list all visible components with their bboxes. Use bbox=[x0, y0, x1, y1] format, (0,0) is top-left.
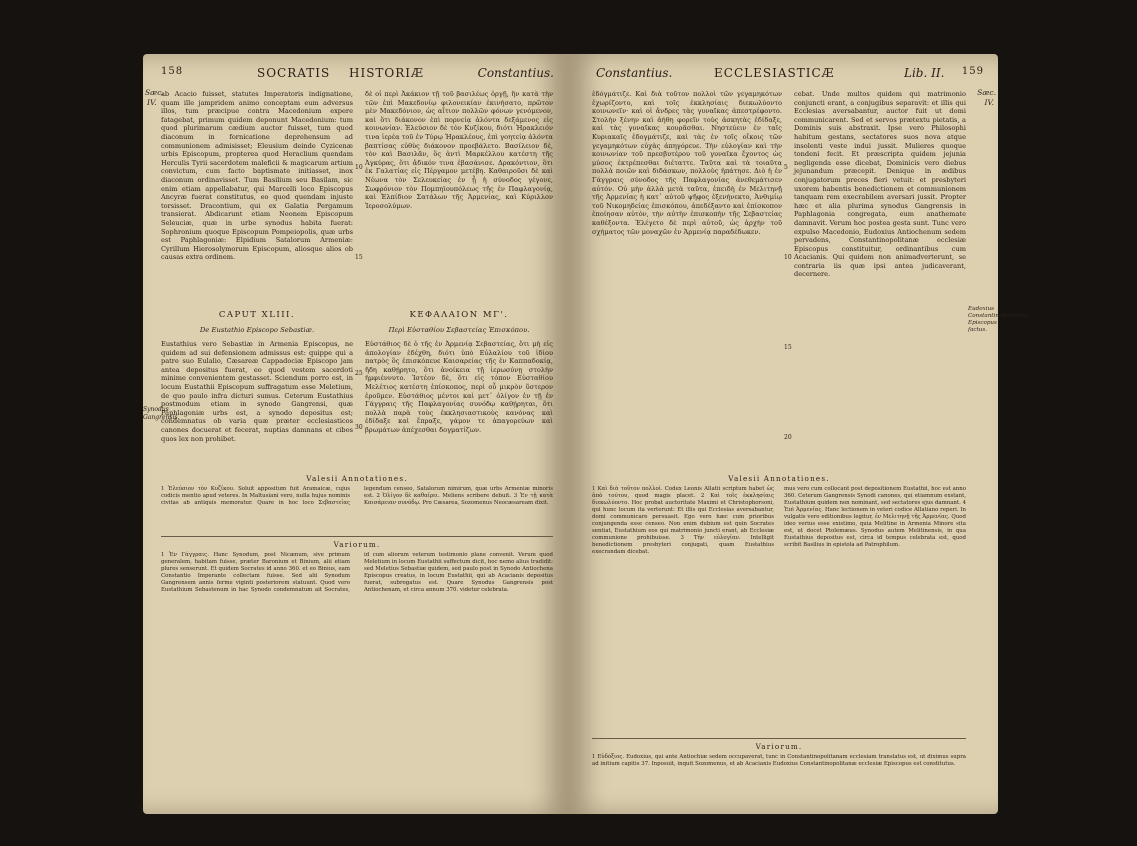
line-number-10: 10 bbox=[784, 254, 792, 261]
latin-column-chapter bbox=[161, 340, 353, 468]
chapter-subtitle-greek: Περὶ Εὐσταθίου Σεβαστείας Ἐπισκόπου. bbox=[388, 326, 530, 334]
valesii-notes bbox=[161, 486, 553, 532]
valesii-notes-text-2: mus vero cum collocant post depositionem Eustathii, hoc est anno 360. Ceterum Gangrensis Synodi canones, qui etiamnum exstant, Eustathium quidem non nominant, sed sectatores ejus damnant. 4 Ἐπὶ Ἀρμενίας. Hanc lectionem in veteri codice Allatiano reperi. In vulgatis vero editionibus legitur, ἐν Μελιτηνῇ τῆς Ἀρμενίας. Quod ideo verius esse existimo, quia Melitine in Armenia Minore sita est, ut docet Ptolemæus. Synodus autem Melitinensis, in qua Eustathius depositus est, circa id tempus celebrata est, quod scribit Basilius in epistola ad Patrophilum. bbox=[784, 486, 966, 548]
greek-column-top bbox=[365, 90, 553, 302]
valesii-notes-text-1: 1 Καὶ διὰ τοῦτον πολλοὶ. Codex Leonis Allatii scriptum habet ὡς ἀπὸ τούτου, quod magis placet. 2 Καὶ τοῖς ἐκκλησίαις διεκωλύοντο. Hoc probat auctoritate Maximi et Christophorsoni, qui hunc locum ita verterunt: Et illis qui Ecclesias aversabantur, domi communicare persuasit. Ego vero hæc cum prioribus conjungenda esse censeo. Non enim dubium est quin Socrates sentiat, Eustathium eos qui matrimonio juncti erant, ab Ecclesiæ communione prohibuisse. 3 Τὴν εὐλογίαν. Intelligit benedictionem presbyteri conjugati, quam Eustathius execrandam dicebat. bbox=[592, 486, 774, 555]
margin-note-synod: Synodus Gangrensis. bbox=[143, 406, 180, 421]
header-book: Lib. II. bbox=[904, 66, 945, 80]
greek-text-top: δὲ οἱ περὶ Ἀκάκιον τῇ τοῦ βασιλέως ὀργῇ, ἣν κατὰ τὴν τῶν ἐπὶ Μακεδονίῳ φιλονεικίαν ἐκινήσατο, πρῶτον μὲν Μακεδόνιον, ὡς αἴτιον πολλῶν φόνων γενόμενον, καὶ ὅτι διάκονον ἐπὶ πορνείᾳ ἁλόντα δεξάμενος εἰς κοινωνίαν. Ἐλεύσιον δὲ τὸν Κυζίκου, διότι Ἡρακλειόν τινα ἱερέα τοῦ ἐν Τύρῳ Ἡρακλέους, ἐπὶ γοητείᾳ ἁλόντα βαπτίσας εὐθὺς διάκονον προεβάλετο. Βασίλειον δέ, τὸν καὶ Βασιλᾶν, ὃς ἀντὶ Μαρκέλλου κατέστη τῆς Ἀγκύρας, ὅτι ἄδικόν τινα ἐβασάνισε. Δρακόντιον, ὃτι ἐκ Γαλατίας εἰς Πέργαμον μετέβη. Καθαιροῦσι δὲ καὶ Νέωνα τὸν Σελευκείας ἐν ᾗ ἡ σύνοδος γέγονε, Σωφρόνιον τὸν Πομπηϊουπόλεως τῆς ἐν Παφλαγονίᾳ, καὶ Ἐλπίδιον Σατάλων τῆς Ἀρμενίας, καὶ Κύριλλον Ἱεροσολύμων. bbox=[365, 90, 553, 210]
chapter-heading-greek: ΚΕΦΑΛΑΙΟΝ ΜΓ'. bbox=[409, 310, 509, 320]
latin-text-top: ab Acacio fuisset, statutes Imperatoris indignatione, quam ille jampridem animo conceptam eum adversus illos, tum præcipue contra Macedonium expere fatagebat, primum quidem deponunt Macedonium: tum quod plurimarum cædium auctor fuisset, tum quod diaconum in fornicatione deprehensum ad communionem admisisset; Eleusium deinde Cyzicenæ urbis Episcopum, propterea quod Heraclium quendam Herculis Tyrii sacerdotem maleficii & magicarum artium convictum, cum facto baptismate initiasset, inox diaconum ordinavisset. Tum Basilium seu Basilam, sic enim etiam appellabatur, qui Marcelli loco Episcopus Ancyræ fuerat constitutus, eo quod quendam injuste torsisset. Dracontium, qui ex Galatia Pergamum transierat. Abdicarunt etiam Neonem Episcopum Seleuciæ, quæ in urbe synodus habita fuerat: Sophronium quoque Episcopum Pompeiopolis, quæ urbs est Paphlagoniæ: Elpidium Satalorum Armeniæ: Cyrillum Hierosolymorum Episcopum, aliosque alios ob causas extra ordinem. bbox=[161, 90, 353, 262]
running-head-left bbox=[161, 66, 554, 84]
page-number: 158 bbox=[161, 66, 184, 77]
variorum-notes-text: 1 Ἐν Γάγγραις. Hanc Synodum, post Nicænum, sive primum generalem, habitam fuisse, præter Baronium et Binium, alii etiam plures senserunt. Et quidem Socrates id anno 360. et eo Binius, eam Constantio Imperante collectam fuisse. Sed alii Synodum Gangrensem annis ferme viginti posteriorem statuunt. Quod vero Eustathium Sebastenum in hac Synodo condemnatum ait Socrates, id cum aliorum veterum testimonio plane convenit. Verum quod Meletium in locum Eustathii suffectum dicit, hoc nemo alius tradidit: sed Meletius Sebastiæ quidem, sed paulo post in Synodo Antiochena Episcopus creatus, in locum Eustathii, qui ab Acacianis depositus fuerat, subrogatus est. Quare Synodus Gangrensis post Antiochenam, et circa annum 370. videtur celebrata. bbox=[161, 552, 553, 593]
variorum-notes bbox=[161, 552, 553, 802]
page-number: 159 bbox=[961, 66, 984, 77]
notes-divider bbox=[592, 738, 966, 739]
line-number-25: 25 bbox=[355, 370, 363, 377]
header-emperor: Constantius. bbox=[477, 66, 554, 80]
greek-text-chapter: Εὐστάθιος δὲ ὁ τῆς ἐν Ἀρμενίᾳ Σεβαστείας, ὅτι μὴ εἰς ἀπολογίαν ἐδέχθη, διότι ὑπὸ Εὐλαλίου τοῦ ἰδίου πατρὸς ὃς ἐπισκόπευε Καισαρείας τῆς ἐν Καππαδοκίᾳ, ἤδη καθῄρητο, ὅτι ἀνοίκεια τῇ ἱερωσύνῃ στολὴν ἠμφιέννυτο. Ἰστέον δὲ, ὅτι εἰς τόπον Εὐσταθίου Μελέτιος κατέστη ἐπίσκοπος, περὶ οὗ μικρὸν ὕστερον ἐροῦμεν. Εὐστάθιος μέντοι καὶ μετ᾽ ὀλίγον ἐν τῇ ἐν Γάγγραις τῆς Παφλαγονίας συνόδῳ καθῄρηται, ὅτι πολλὰ παρὰ τοὺς ἐκκλησιαστικοὺς κανόνας καὶ ἐδίδαξε καὶ ἔπραξε, γάμον τε ἀπαγορεύων καὶ βρωμάτων ἀπέχεσθαι δογματίζων. bbox=[365, 340, 553, 434]
margin-century: IV. bbox=[147, 98, 157, 107]
line-number-5: 5 bbox=[784, 164, 788, 171]
line-number-15: 15 bbox=[355, 254, 363, 261]
greek-column-chapter bbox=[365, 340, 553, 468]
running-head-right bbox=[586, 66, 984, 84]
valesii-notes-text: 1 Ἐλεύσιον τὸν Κυζίκου. Soluit appositum fuit Aramaicæ, cujus codicis mentio apud veteres. In Maltusiani vero, nulla hujus nominis civitas ab antiquis memoratur. Quare in hoc loco Σεβαστείας legendum censeo, Satalorum nimirum, quæ urbs Armeniæ minoris est. 2 Ὀλίγον δὲ καθαίρει. Meliens scribere debuit. 3 Ἐν τῇ κατὰ Καισάρειαν συνόδῳ. Pro Cæsarea, Sozomenus Neocæsaream dixit. bbox=[161, 486, 553, 506]
left-page bbox=[143, 54, 568, 814]
chapter-heading-latin: CAPUT XLIII. bbox=[218, 310, 296, 320]
valesii-notes-column-2 bbox=[784, 486, 966, 732]
margin-saeculum: Sæc. bbox=[977, 88, 996, 97]
latin-column-right bbox=[794, 90, 966, 466]
margin-note-eudoxius: Eudoxius Constantinopolitanus Episcopus factus. bbox=[968, 306, 1029, 333]
header-emperor: Constantius. bbox=[596, 66, 673, 80]
line-number-10: 10 bbox=[355, 164, 363, 171]
variorum-heading: Variorum. bbox=[333, 540, 381, 549]
line-number-20: 20 bbox=[784, 434, 792, 441]
header-title-socratis: SOCRATIS bbox=[257, 66, 331, 80]
latin-text-chapter: Eustathius vero Sebastiæ in Armenia Episcopus, ne quidem ad sui defensionem admissus est: quippe qui a patre suo Eulalio, Cæsareæ Cappadociæ Episcopo jam antea depositus fuerat, eo quod vestem sacerdoti minime convenientem gestasset. Sciendum porro est, in locum Eustathii Episcopum suffragatum esse Meletium, de quo paulo infra dicturi sumus. Ceterum Eustathius postmodum etiam in synodo Gangrensi, quæ Paphlagoniæ urbs est, a synodo depositus est; condemnatus ob varia quæ præter ecclesiasticos canones docuerat et fecerat, nuptias damnans et cibos quos lex non prohibet. bbox=[161, 340, 353, 443]
variorum-heading: Variorum. bbox=[755, 742, 803, 751]
line-number-15: 15 bbox=[784, 344, 792, 351]
valesii-notes-heading: Valesii Annotationes. bbox=[306, 474, 408, 483]
line-number-30: 30 bbox=[355, 424, 363, 431]
valesii-notes-column-1 bbox=[592, 486, 774, 732]
header-title-ecclesiasticae: ECCLESIASTICÆ bbox=[714, 66, 835, 80]
right-page bbox=[568, 54, 1029, 814]
header-title-historiae: HISTORIÆ bbox=[349, 66, 425, 80]
chapter-subtitle-latin: De Eustathio Episcopo Sebastiæ. bbox=[199, 326, 315, 334]
latin-text-right: cebat. Unde multos quidem qui matrimonio conjuncti erant, a conjugibus separavit: et illis qui Ecclesias aversabantur, auctor fuit ut domi communicarent. Sed et servos prætextu pietatis, a Dominis suis abstraxit. Ipse vero Philosophi habitum gestans, sectatores suos nova atque insolenti veste indui jussit. Mulieres quoque tondeni fecit. Et præscripta quidem jejunia negligenda esse dicebat, Dominicis vero diebus jejunandum præcepit. Denique in ædibus conjugatorum preces fieri vetuit: et presbyteri uxorem habentis benedictionem et communionem tanquam rem execrabilem aversari jussit. Propter hæc et alia plurima synodus Gangrensis in Paphlagonia congregata, eum anathemate damnavit. Verum hoc postea gesta sunt. Tunc vero expulso Macedonio, Eudoxius Antiochenum sedem pervadens, Constantinopolitanæ ecclesiæ Episcopus constituitur, ordinantibus cum Acacianis. Qui quidem non animadverterunt, se contraria iis quæ ipsi antea judicaverant, decernere. bbox=[794, 90, 966, 279]
latin-column-top bbox=[161, 90, 353, 302]
variorum-notes-text: 1 Εὐδόξιος. Eudoxius, qui ante Antiochiæ sedem occupaverat, tunc in Constantinopolitanam ecclesiam translatus est, ut diximus supra ad initium capitis 37. Inposuit, inquit Sozomenus, et ab Acacianis Eudoxius Constantinopolitanæ ecclesiæ Episcopus est constitutus. bbox=[592, 754, 966, 767]
valesii-notes-heading: Valesii Annotationes. bbox=[728, 474, 830, 483]
variorum-notes bbox=[592, 754, 966, 802]
margin-saeculum: Sæc. bbox=[145, 88, 164, 97]
margin-century: IV. bbox=[984, 98, 994, 107]
greek-text-right: ἐδόγμάτιζε. Καὶ διὰ τοῦτον πολλοὶ τῶν γεγαμηκότων ἐχωρίζοντο, καὶ τοῖς ἐκκλησίαις διεκωλύοντο κοινωνεῖν· καὶ οἱ ἄνδρες τὰς γυναῖκας ἀπεστρέφοντο. Στολὴν ξένην καὶ ἀήθη φορεῖν τοὺς ἀσκητὰς ἐδίδαξε, καὶ τὰς γυναῖκας κουρᾶσθαι. Νηστεύειν ἐν ταῖς Κυριακαῖς ἐδογμάτιζε, καὶ τὰς ἐν τοῖς οἴκοις τῶν γεγαμηκότων εὐχὰς ἀπηγόρευε. Τὴν εὐλογίαν καὶ τὴν κοινωνίαν τοῦ πρεσβυτέρου τοῦ γυναῖκα ἔχοντος ὡς μύσος ἐκτρέπεσθαι διέταττε. Ταῦτα καὶ τὰ τοιαῦτα πολλὰ ποιῶν καὶ διδάσκων, πολλοὺς ἠπάτησε. Διὸ ἡ ἐν Γάγγραις σύνοδος τῆς Παφλαγονίας ἀνεθεμάτισεν αὐτόν. Οὐ μὴν ἀλλὰ μετὰ ταῦτα, ἐπειδὴ ἐν Μελιτηνῇ τῆς Ἀρμενίας ἡ κατ᾽ αὐτοῦ ψῆφος ἐξενήνεκτο, Ἀνθιμίῳ τοῦ Νικομηδείας ἐπισκόπου, ἀπεδέξαντο καὶ ἐπίσκοπον ἐποίησαν αὐτὸν, τὴν αὐτὴν ἐπισκοπὴν τῆς Σεβαστείας καθέξοντα. Ἐλέγετο δὲ περὶ αὐτοῦ, ὡς ἀρχὴν τοῦ σχήματος τῶν μοναχῶν ἐν Ἀρμενίᾳ παραδέδωκεν. bbox=[592, 90, 782, 236]
greek-column-right bbox=[592, 90, 782, 466]
notes-divider bbox=[161, 536, 553, 537]
